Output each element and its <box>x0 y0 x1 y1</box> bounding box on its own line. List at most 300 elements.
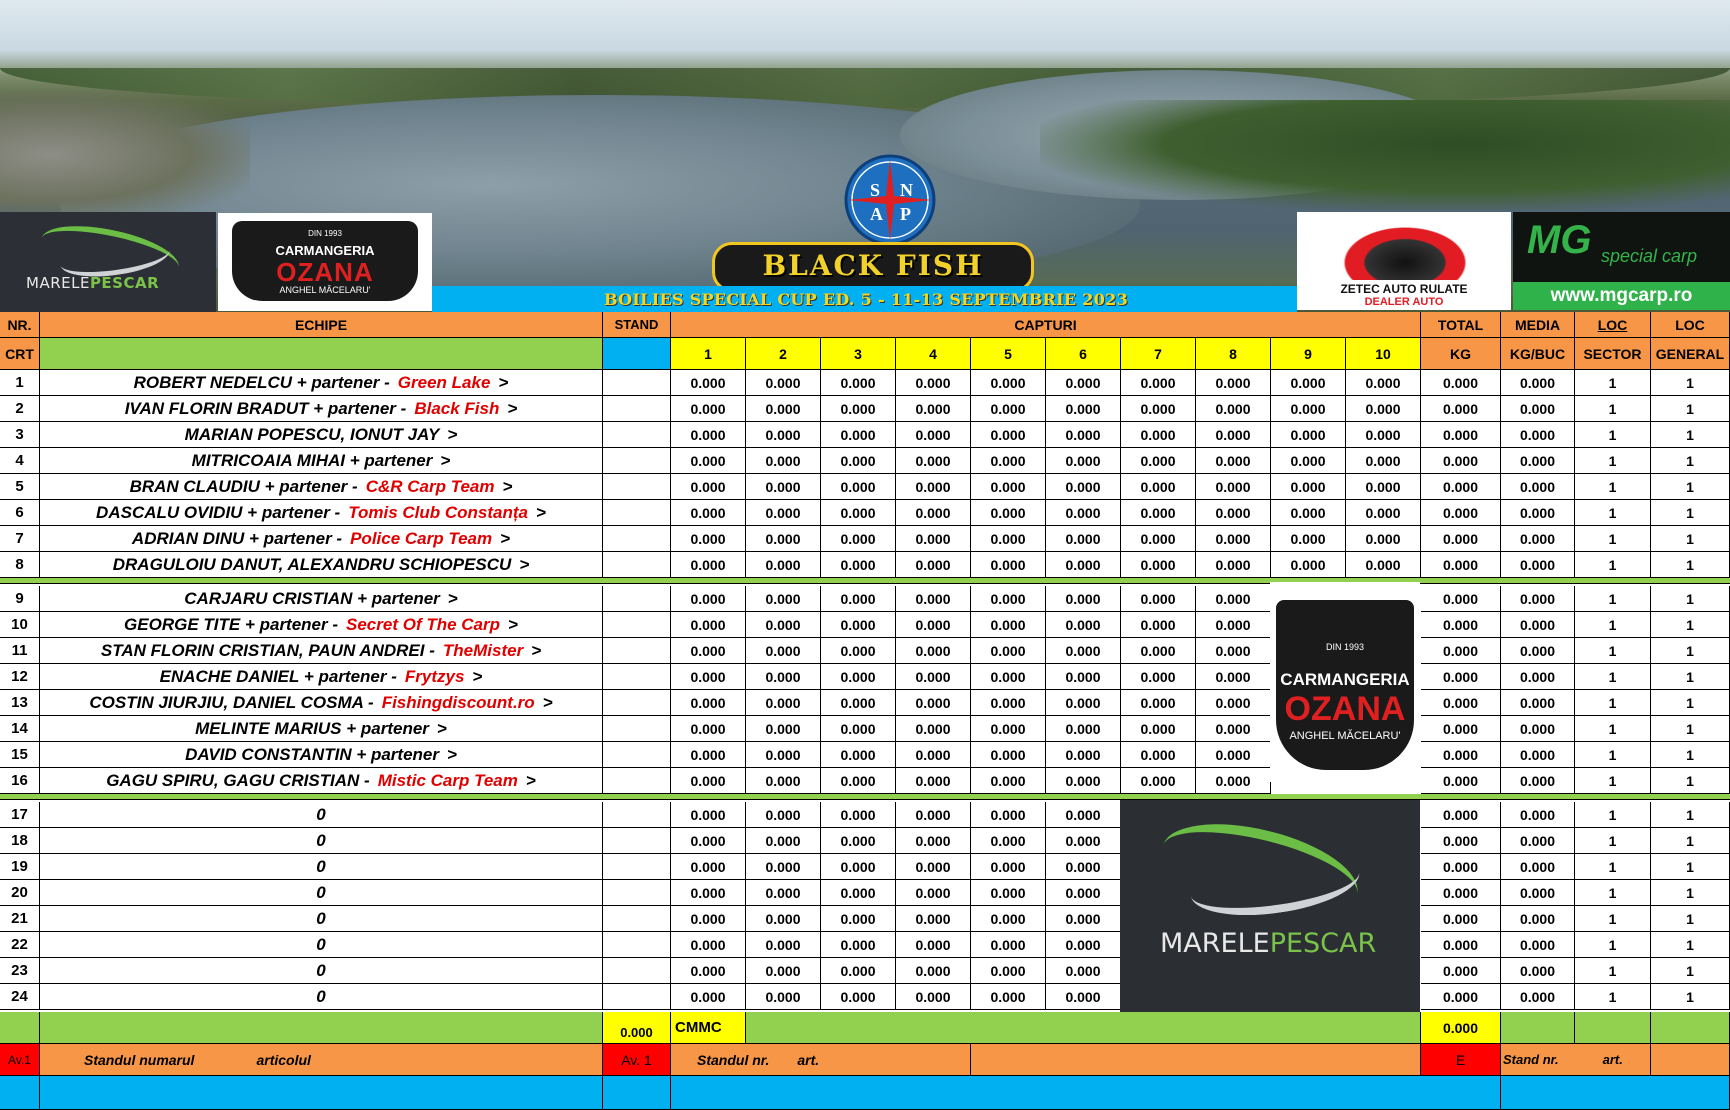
stand-cell <box>603 396 671 422</box>
catch-cell: 0.000 <box>746 474 821 500</box>
row-number: 15 <box>0 742 40 768</box>
catch-cell: 0.000 <box>1046 586 1121 612</box>
row-number: 17 <box>0 802 40 828</box>
team-name-cell <box>40 984 603 1010</box>
catch-cell: 0.000 <box>1121 664 1196 690</box>
row-arrow: > <box>498 372 509 392</box>
catch-cell: 0.000 <box>671 768 746 794</box>
stand-cell <box>603 742 671 768</box>
media-cell: 0.000 <box>1501 638 1575 664</box>
media-cell: 0.000 <box>1501 500 1575 526</box>
row-number: 2 <box>0 396 40 422</box>
catch-cell: 0.000 <box>671 370 746 396</box>
catch-cell: 0.000 <box>1046 802 1121 828</box>
total-kg-cell: 0.000 <box>1421 716 1501 742</box>
banner-shore-left <box>0 90 250 220</box>
loc-general-cell: 1 <box>1651 396 1730 422</box>
loc-general-cell: 1 <box>1651 742 1730 768</box>
row-arrow: > <box>447 424 458 444</box>
row-number: 23 <box>0 958 40 984</box>
catch-cell: 0.000 <box>1046 370 1121 396</box>
team-members: DAVID CONSTANTIN + partener <box>185 744 439 764</box>
catch-cell: 0.000 <box>896 828 971 854</box>
catch-cell: 0.000 <box>671 552 746 578</box>
catch-cell: 0.000 <box>1046 612 1121 638</box>
catch-cell: 0.000 <box>1346 500 1421 526</box>
summary-loc-general <box>1651 1012 1730 1044</box>
loc-general-cell: 1 <box>1651 586 1730 612</box>
catch-cell: 0.000 <box>1046 664 1121 690</box>
row-arrow: > <box>519 554 530 574</box>
catch-cell: 0.000 <box>671 638 746 664</box>
catch-cell: 0.000 <box>746 984 821 1010</box>
results-table <box>0 312 1730 1110</box>
team-name-cell <box>40 854 603 880</box>
catch-cell: 0.000 <box>1046 526 1121 552</box>
event-subtitle: BOILIES SPECIAL CUP ED. 5 - 11-13 SEPTEMBRIE 2023 <box>604 290 1129 309</box>
catch-cell: 0.000 <box>896 958 971 984</box>
media-cell: 0.000 <box>1501 664 1575 690</box>
ozana-badge <box>1276 600 1414 770</box>
header-capturi-col: 7 <box>1121 338 1196 370</box>
catch-cell: 0.000 <box>671 396 746 422</box>
ozana-logo-line: OZANA <box>276 257 374 287</box>
group-separator <box>0 794 1730 800</box>
stand-cell <box>603 932 671 958</box>
footer-blue-capturi <box>671 1076 1501 1110</box>
catch-cell: 0.000 <box>1196 396 1271 422</box>
team-members: MITRICOAIA MIHAI + partener <box>191 450 433 470</box>
media-cell: 0.000 <box>1501 474 1575 500</box>
loc-sector-cell: 1 <box>1575 638 1651 664</box>
loc-sector-cell: 1 <box>1575 768 1651 794</box>
loc-general-cell: 1 <box>1651 716 1730 742</box>
catch-cell: 0.000 <box>1196 716 1271 742</box>
header-media: MEDIA <box>1501 312 1575 338</box>
catch-cell: 0.000 <box>1271 370 1346 396</box>
zetec-logo-line: DEALER AUTO <box>1364 296 1444 308</box>
catch-cell: 0.000 <box>821 958 896 984</box>
catch-cell: 0.000 <box>1121 370 1196 396</box>
team-members: 0 <box>316 934 326 954</box>
summary-nr <box>0 1012 40 1044</box>
summary-cmmc-value: 0.000 <box>1421 1012 1501 1044</box>
header-capturi-col: 1 <box>671 338 746 370</box>
stand-cell <box>603 474 671 500</box>
catch-cell: 0.000 <box>1196 612 1271 638</box>
zetec-logo <box>1297 212 1511 310</box>
catch-cell: 0.000 <box>746 664 821 690</box>
marelepescar-logo-text: MARELEPESCAR <box>26 274 160 292</box>
team-name-cell <box>40 880 603 906</box>
media-cell: 0.000 <box>1501 612 1575 638</box>
catch-cell: 0.000 <box>671 854 746 880</box>
catch-cell: 0.000 <box>746 370 821 396</box>
loc-general-cell: 1 <box>1651 932 1730 958</box>
row-arrow: > <box>507 398 518 418</box>
catch-cell: 0.000 <box>971 802 1046 828</box>
team-members: BRAN CLAUDIU + partener - <box>129 476 358 496</box>
team-members: ADRIAN DINU + partener - <box>131 528 343 548</box>
catch-cell: 0.000 <box>971 448 1046 474</box>
catch-cell: 0.000 <box>1196 768 1271 794</box>
loc-general-cell: 1 <box>1651 854 1730 880</box>
catch-cell: 0.000 <box>971 664 1046 690</box>
row-arrow: > <box>447 588 458 608</box>
total-kg-cell: 0.000 <box>1421 422 1501 448</box>
banner-shore-right <box>1040 100 1730 210</box>
catch-cell: 0.000 <box>1271 474 1346 500</box>
loc-sector-cell: 1 <box>1575 664 1651 690</box>
catch-cell: 0.000 <box>821 768 896 794</box>
total-kg-cell: 0.000 <box>1421 958 1501 984</box>
stand-cell <box>603 664 671 690</box>
team-members: 0 <box>316 960 326 980</box>
catch-cell: 0.000 <box>1121 612 1196 638</box>
header-stand: STAND <box>603 312 671 338</box>
total-kg-cell: 0.000 <box>1421 906 1501 932</box>
svg-text:N: N <box>900 180 913 200</box>
loc-general-cell: 1 <box>1651 906 1730 932</box>
catch-cell: 0.000 <box>971 716 1046 742</box>
media-cell: 0.000 <box>1501 586 1575 612</box>
footer-av1-mid: Av. 1 <box>603 1044 671 1076</box>
catch-cell: 0.000 <box>746 500 821 526</box>
catch-cell: 0.000 <box>1196 742 1271 768</box>
footer-standul-left <box>40 1044 603 1076</box>
team-name-cell <box>40 742 603 768</box>
row-number: 14 <box>0 716 40 742</box>
catch-cell: 0.000 <box>896 716 971 742</box>
catch-cell: 0.000 <box>1346 552 1421 578</box>
catch-cell: 0.000 <box>671 474 746 500</box>
total-kg-cell: 0.000 <box>1421 742 1501 768</box>
team-members: STAN FLORIN CRISTIAN, PAUN ANDREI - <box>100 640 435 660</box>
media-cell: 0.000 <box>1501 958 1575 984</box>
subtitle-bar <box>432 286 1297 312</box>
team-members: GEORGE TITE + partener - <box>124 614 339 634</box>
stand-cell <box>603 984 671 1010</box>
row-number: 6 <box>0 500 40 526</box>
catch-cell: 0.000 <box>1046 716 1121 742</box>
header-capturi-col: 2 <box>746 338 821 370</box>
catch-cell: 0.000 <box>1196 474 1271 500</box>
catch-cell: 0.000 <box>971 958 1046 984</box>
catch-cell: 0.000 <box>896 664 971 690</box>
catch-cell: 0.000 <box>1271 396 1346 422</box>
catch-cell: 0.000 <box>671 448 746 474</box>
footer-e: E <box>1421 1044 1501 1076</box>
catch-cell: 0.000 <box>1196 422 1271 448</box>
loc-general-cell: 1 <box>1651 638 1730 664</box>
loc-sector-cell: 1 <box>1575 500 1651 526</box>
loc-general-cell: 1 <box>1651 664 1730 690</box>
catch-cell: 0.000 <box>1271 526 1346 552</box>
catch-cell: 0.000 <box>1046 500 1121 526</box>
total-kg-cell: 0.000 <box>1421 612 1501 638</box>
total-kg-cell: 0.000 <box>1421 552 1501 578</box>
catch-cell: 0.000 <box>1196 664 1271 690</box>
team-members: ROBERT NEDELCU + partener - <box>133 372 390 392</box>
catch-cell: 0.000 <box>1046 854 1121 880</box>
stand-cell <box>603 958 671 984</box>
row-arrow: > <box>440 450 451 470</box>
header-crt: CRT <box>0 338 40 370</box>
row-arrow: > <box>447 744 457 764</box>
media-cell: 0.000 <box>1501 768 1575 794</box>
catch-cell: 0.000 <box>971 370 1046 396</box>
team-members: 0 <box>316 882 326 902</box>
header-capturi-col: 10 <box>1346 338 1421 370</box>
header-echipe-sub <box>40 338 603 370</box>
media-cell: 0.000 <box>1501 526 1575 552</box>
team-name-cell <box>40 448 603 474</box>
team-members: CARJARU CRISTIAN + partener <box>184 588 440 608</box>
catch-cell: 0.000 <box>1046 638 1121 664</box>
row-arrow: > <box>525 770 536 790</box>
team-name-cell <box>40 552 603 578</box>
catch-cell: 0.000 <box>1121 742 1196 768</box>
catch-cell: 0.000 <box>746 906 821 932</box>
catch-cell: 0.000 <box>971 396 1046 422</box>
catch-cell: 0.000 <box>1046 474 1121 500</box>
media-cell: 0.000 <box>1501 396 1575 422</box>
catch-cell: 0.000 <box>821 422 896 448</box>
footer-standul-mid <box>671 1044 971 1076</box>
catch-cell: 0.000 <box>1121 586 1196 612</box>
catch-cell: 0.000 <box>1046 880 1121 906</box>
catch-cell: 0.000 <box>971 854 1046 880</box>
catch-cell: 0.000 <box>746 828 821 854</box>
catch-cell: 0.000 <box>1196 370 1271 396</box>
catch-cell: 0.000 <box>821 854 896 880</box>
loc-sector-cell: 1 <box>1575 690 1651 716</box>
summary-media <box>1501 1012 1575 1044</box>
ozana-logo-line: DIN 1993 <box>1325 642 1365 652</box>
ozana-logo-line: ANGHEL MĂCELARU' <box>279 285 371 295</box>
catch-cell: 0.000 <box>671 586 746 612</box>
total-kg-cell: 0.000 <box>1421 586 1501 612</box>
team-name-cell <box>40 526 603 552</box>
mg-special-carp-logo <box>1513 212 1730 310</box>
catch-cell: 0.000 <box>746 586 821 612</box>
car-icon <box>1335 222 1475 280</box>
team-members: 0 <box>316 908 326 928</box>
catch-cell: 0.000 <box>1046 552 1121 578</box>
footer-articolul-text: articolul <box>256 1051 311 1068</box>
loc-sector-cell: 1 <box>1575 742 1651 768</box>
zetec-logo-line: ZETEC AUTO RULATE <box>1340 282 1468 296</box>
team-name-cell <box>40 638 603 664</box>
catch-cell: 0.000 <box>821 500 896 526</box>
catch-cell: 0.000 <box>896 984 971 1010</box>
event-banner <box>0 0 1730 312</box>
catch-cell: 0.000 <box>896 932 971 958</box>
catch-cell: 0.000 <box>971 526 1046 552</box>
row-number: 11 <box>0 638 40 664</box>
black-fish-title: BLACK FISH <box>762 249 984 282</box>
catch-cell: 0.000 <box>821 526 896 552</box>
footer-art-text: art. <box>1602 1052 1623 1067</box>
team-club-name: Police Carp Team <box>350 528 493 548</box>
catch-cell: 0.000 <box>896 880 971 906</box>
catch-cell: 0.000 <box>1046 396 1121 422</box>
catch-cell: 0.000 <box>746 958 821 984</box>
catch-cell: 0.000 <box>746 742 821 768</box>
catch-cell: 0.000 <box>1196 586 1271 612</box>
catch-cell: 0.000 <box>1121 768 1196 794</box>
footer-blue-nr <box>0 1076 40 1110</box>
footer-art-text: art. <box>797 1051 820 1068</box>
mg-logo-line: special carp <box>1601 246 1698 266</box>
catch-cell: 0.000 <box>671 932 746 958</box>
catch-cell: 0.000 <box>896 396 971 422</box>
stand-cell <box>603 802 671 828</box>
stand-cell <box>603 448 671 474</box>
team-members: 0 <box>316 856 326 876</box>
catch-cell: 0.000 <box>896 612 971 638</box>
row-number: 16 <box>0 768 40 794</box>
svg-text:A: A <box>870 204 883 224</box>
stand-cell <box>603 690 671 716</box>
team-name-cell <box>40 396 603 422</box>
team-club-name: TheMister <box>442 640 524 660</box>
header-capturi: CAPTURI <box>671 312 1421 338</box>
stand-cell <box>603 586 671 612</box>
catch-cell: 0.000 <box>821 370 896 396</box>
loc-sector-cell: 1 <box>1575 396 1651 422</box>
catch-cell: 0.000 <box>896 906 971 932</box>
catch-cell: 0.000 <box>746 448 821 474</box>
catch-cell: 0.000 <box>746 690 821 716</box>
stand-cell <box>603 768 671 794</box>
loc-general-cell: 1 <box>1651 958 1730 984</box>
catch-cell: 0.000 <box>821 552 896 578</box>
svg-text:P: P <box>900 204 911 224</box>
catch-cell: 0.000 <box>746 638 821 664</box>
media-cell: 0.000 <box>1501 370 1575 396</box>
catch-cell: 0.000 <box>896 370 971 396</box>
marelepescar-logo-text: MARELEPESCAR <box>1160 928 1377 959</box>
header-capturi-col: 3 <box>821 338 896 370</box>
row-number: 5 <box>0 474 40 500</box>
total-kg-cell: 0.000 <box>1421 638 1501 664</box>
row-number: 13 <box>0 690 40 716</box>
total-kg-cell: 0.000 <box>1421 880 1501 906</box>
catch-cell: 0.000 <box>746 880 821 906</box>
catch-cell: 0.000 <box>821 742 896 768</box>
catch-cell: 0.000 <box>1121 396 1196 422</box>
row-number: 4 <box>0 448 40 474</box>
total-kg-cell: 0.000 <box>1421 690 1501 716</box>
catch-cell: 0.000 <box>896 768 971 794</box>
ozana-logo-line: OZANA <box>1284 690 1406 728</box>
header-capturi-col: 5 <box>971 338 1046 370</box>
catch-cell: 0.000 <box>746 854 821 880</box>
catch-cell: 0.000 <box>821 690 896 716</box>
loc-sector-cell: 1 <box>1575 880 1651 906</box>
catch-cell: 0.000 <box>821 474 896 500</box>
team-name-cell <box>40 768 603 794</box>
catch-cell: 0.000 <box>896 586 971 612</box>
catch-cell: 0.000 <box>746 932 821 958</box>
loc-general-cell: 1 <box>1651 802 1730 828</box>
media-cell: 0.000 <box>1501 422 1575 448</box>
catch-cell: 0.000 <box>896 422 971 448</box>
stand-cell <box>603 422 671 448</box>
loc-general-cell: 1 <box>1651 500 1730 526</box>
stand-cell <box>603 716 671 742</box>
catch-cell: 0.000 <box>671 422 746 448</box>
loc-sector-cell: 1 <box>1575 984 1651 1010</box>
team-name-cell <box>40 906 603 932</box>
row-number: 8 <box>0 552 40 578</box>
team-name-cell <box>40 932 603 958</box>
team-name-cell <box>40 958 603 984</box>
catch-cell: 0.000 <box>971 474 1046 500</box>
catch-cell: 0.000 <box>671 828 746 854</box>
catch-cell: 0.000 <box>896 742 971 768</box>
catch-cell: 0.000 <box>1196 552 1271 578</box>
catch-cell: 0.000 <box>896 526 971 552</box>
catch-cell: 0.000 <box>1046 906 1121 932</box>
catch-cell: 0.000 <box>821 664 896 690</box>
media-cell: 0.000 <box>1501 984 1575 1010</box>
media-cell: 0.000 <box>1501 828 1575 854</box>
team-members: IVAN FLORIN BRADUT + partener - <box>124 398 407 418</box>
team-members: 0 <box>316 986 326 1006</box>
black-fish-logo <box>712 242 1034 292</box>
stand-cell <box>603 552 671 578</box>
loc-sector-cell: 1 <box>1575 448 1651 474</box>
summary-echipe <box>40 1012 603 1044</box>
ozana-logo-line: ANGHEL MĂCELARU' <box>1289 730 1401 742</box>
loc-general-cell: 1 <box>1651 690 1730 716</box>
group-separator <box>0 578 1730 584</box>
media-cell: 0.000 <box>1501 742 1575 768</box>
row-arrow: > <box>500 528 511 548</box>
loc-general-cell: 1 <box>1651 448 1730 474</box>
team-name-cell <box>40 586 603 612</box>
row-arrow: > <box>531 640 542 660</box>
header-sector: SECTOR <box>1575 338 1651 370</box>
ozana-badge <box>232 221 418 301</box>
team-name-cell <box>40 664 603 690</box>
catch-cell: 0.000 <box>821 906 896 932</box>
catch-cell: 0.000 <box>1346 474 1421 500</box>
catch-cell: 0.000 <box>1121 474 1196 500</box>
loc-sector-cell: 1 <box>1575 802 1651 828</box>
total-kg-cell: 0.000 <box>1421 474 1501 500</box>
summary-fill <box>746 1012 1421 1044</box>
team-name-cell <box>40 690 603 716</box>
catch-cell: 0.000 <box>896 474 971 500</box>
header-nr: NR. <box>0 312 40 338</box>
stand-cell <box>603 370 671 396</box>
catch-cell: 0.000 <box>821 828 896 854</box>
row-number: 22 <box>0 932 40 958</box>
catch-cell: 0.000 <box>746 552 821 578</box>
media-cell: 0.000 <box>1501 932 1575 958</box>
team-members: DASCALU OVIDIU + partener - <box>96 502 341 522</box>
catch-cell: 0.000 <box>1196 690 1271 716</box>
team-name-cell <box>40 716 603 742</box>
loc-general-cell: 1 <box>1651 526 1730 552</box>
catch-cell: 0.000 <box>1046 422 1121 448</box>
loc-sector-cell: 1 <box>1575 552 1651 578</box>
footer-av1-left: Av.1 <box>0 1044 40 1076</box>
header-capturi-col: 6 <box>1046 338 1121 370</box>
